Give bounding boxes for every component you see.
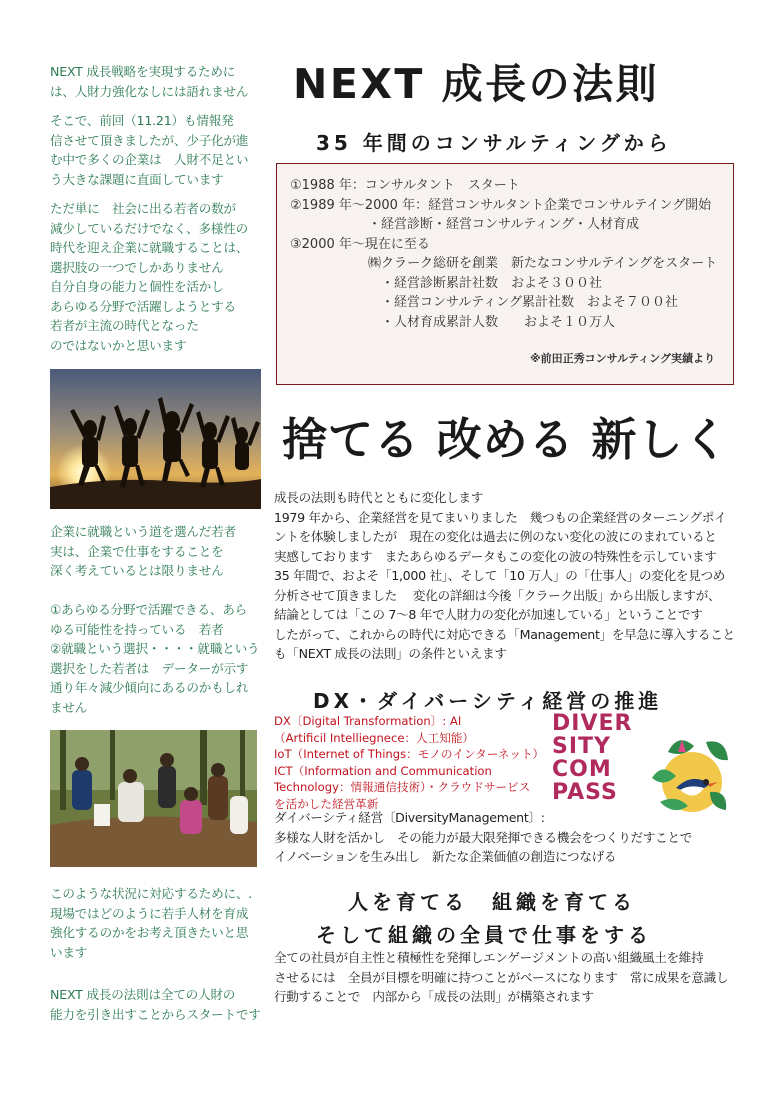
history-line: ②1989 年～2000 年：経営コンサルタント企業でコンサルテイング開始 bbox=[290, 197, 712, 213]
history-line: ①1988 年：コンサルタント スタート bbox=[290, 178, 520, 193]
closing-paragraph: NEXT 成長の法則は全ての人財の 能力を引き出すことからスタートです bbox=[50, 987, 261, 1022]
background-paragraph: そこで、前回（11.21）も情報発 信させて頂きましたが、少子化が進 む中で多くの企業は 人財不足とい う大きな課題に直面しています bbox=[50, 113, 249, 187]
history-line: ・経営コンサルティング累計社数 およそ７００社 bbox=[290, 295, 679, 310]
history-line: ・経営診断・経営コンサルティング・人材育成 bbox=[290, 217, 640, 232]
logo-line: COM bbox=[552, 757, 612, 782]
slogan-body: 成長の法則も時代とともに変化します 1979 年から、企業経営を見てまいりました 幾つもの企業経営のターニングポイ ントを体験しましたが 現在の変化は過去に例のない変化の波にのまれていると 実感しております またあらゆるデータもこの変化の波の特殊性を示しています 35 年間で、およそ「1,000 社」、そして「10 万人」の「仕事人」の変化を見つめ 分析させて頂きました 変化の詳細は今後「クラーク出版」から出版しますが、 結論としては「この 7～8 年で人財力の変化が加速している」ということです したがって、これからの時代に対応できる「Management」を早急に導入すること も「NEXT 成長の法則」の条件といえます bbox=[274, 490, 735, 661]
youth-paragraph: ただ単に 社会に出る若者の数が 減少しているだけでなく、多様性の 時代を迎え企業に就職することは、 選択肢の一つでしかありません 自分自身の能力と個性を活かし あらゆる分野で活躍しようとする 若者が主流の時代となった のではないかと思います bbox=[50, 201, 249, 353]
history-line: ・経営診断累計社数 およそ３００社 bbox=[290, 275, 603, 291]
dx-heading: DX・ダイバーシティ経営の推進 bbox=[313, 689, 663, 713]
history-line: ・人材育成累計人数 およそ１０万人 bbox=[290, 314, 616, 330]
intro-paragraph: NEXT 成長戦略を実現するために は、人財力強化なしには語れません bbox=[50, 64, 249, 99]
diversity-compass-logo bbox=[552, 712, 730, 820]
people-body: 全ての社員が自主性と積極性を発揮しエンゲージメントの高い組織風土を維持 させるには 全員が目標を明確に持つことがベースになります 常に成果を意識し 行動することで 内部から「成長の法則」が構築されます bbox=[274, 950, 729, 1004]
people-heading-2: そして組織の全員で仕事をする bbox=[316, 923, 652, 947]
employment-paragraph: 企業に就職という道を選んだ若者 実は、企業で仕事をすることを 深く考えているとは限りません bbox=[50, 524, 236, 578]
sunset-jump-photo bbox=[50, 369, 261, 509]
forest-workshop-photo bbox=[50, 730, 257, 867]
page-title: NEXT 成長の法則 bbox=[293, 60, 660, 108]
history-line: ③2000 年～現在に至る bbox=[290, 236, 430, 252]
dx-definition: DX〔Digital Transformation〕: AI （Artificil Intelliegnece：人工知能） IoT（Internet of Things：モノのインターネット） ICT（Information and Communication Technology：情報通信技術）・クラウドサービス を活かした経営革新 bbox=[274, 714, 545, 811]
logo-line: PASS bbox=[552, 780, 618, 805]
history-box bbox=[276, 163, 734, 385]
slogan-heading: 捨てる 改める 新しく bbox=[282, 413, 730, 466]
diversity-body: ダイバーシティ経営〔DiversityManagement〕: 多様な人財を活かし その能力が最大限発揮できる機会をつくりだすことで イノベーションを生み出し 新たな企業価値の創造につなげる bbox=[274, 810, 692, 864]
logo-line: DIVER bbox=[552, 711, 633, 736]
history-line: ㈱クラーク総研を創業 新たなコンサルテイングをスタート bbox=[290, 256, 718, 271]
compass-bird-icon bbox=[648, 732, 730, 820]
history-note: ※前田正秀コンサルティング実績より bbox=[529, 352, 715, 365]
logo-line: SITY bbox=[552, 734, 611, 759]
youth-types-paragraph: ①あらゆる分野で活躍できる、あら ゆる可能性を持っている 若者 ②就職という選択・・・・就職という 選択をした若者は データーが示す 通り年々減少傾向にあるのかもしれ ません bbox=[50, 602, 260, 715]
action-paragraph: このような状況に対応するために、. 現場ではどのように若手人材を育成 強化するのかをお考え頂きたいと思 います bbox=[50, 886, 253, 960]
people-heading-1: 人を育てる 組織を育てる bbox=[348, 890, 636, 914]
consulting-subtitle: 35 年間のコンサルティングから bbox=[316, 131, 672, 155]
